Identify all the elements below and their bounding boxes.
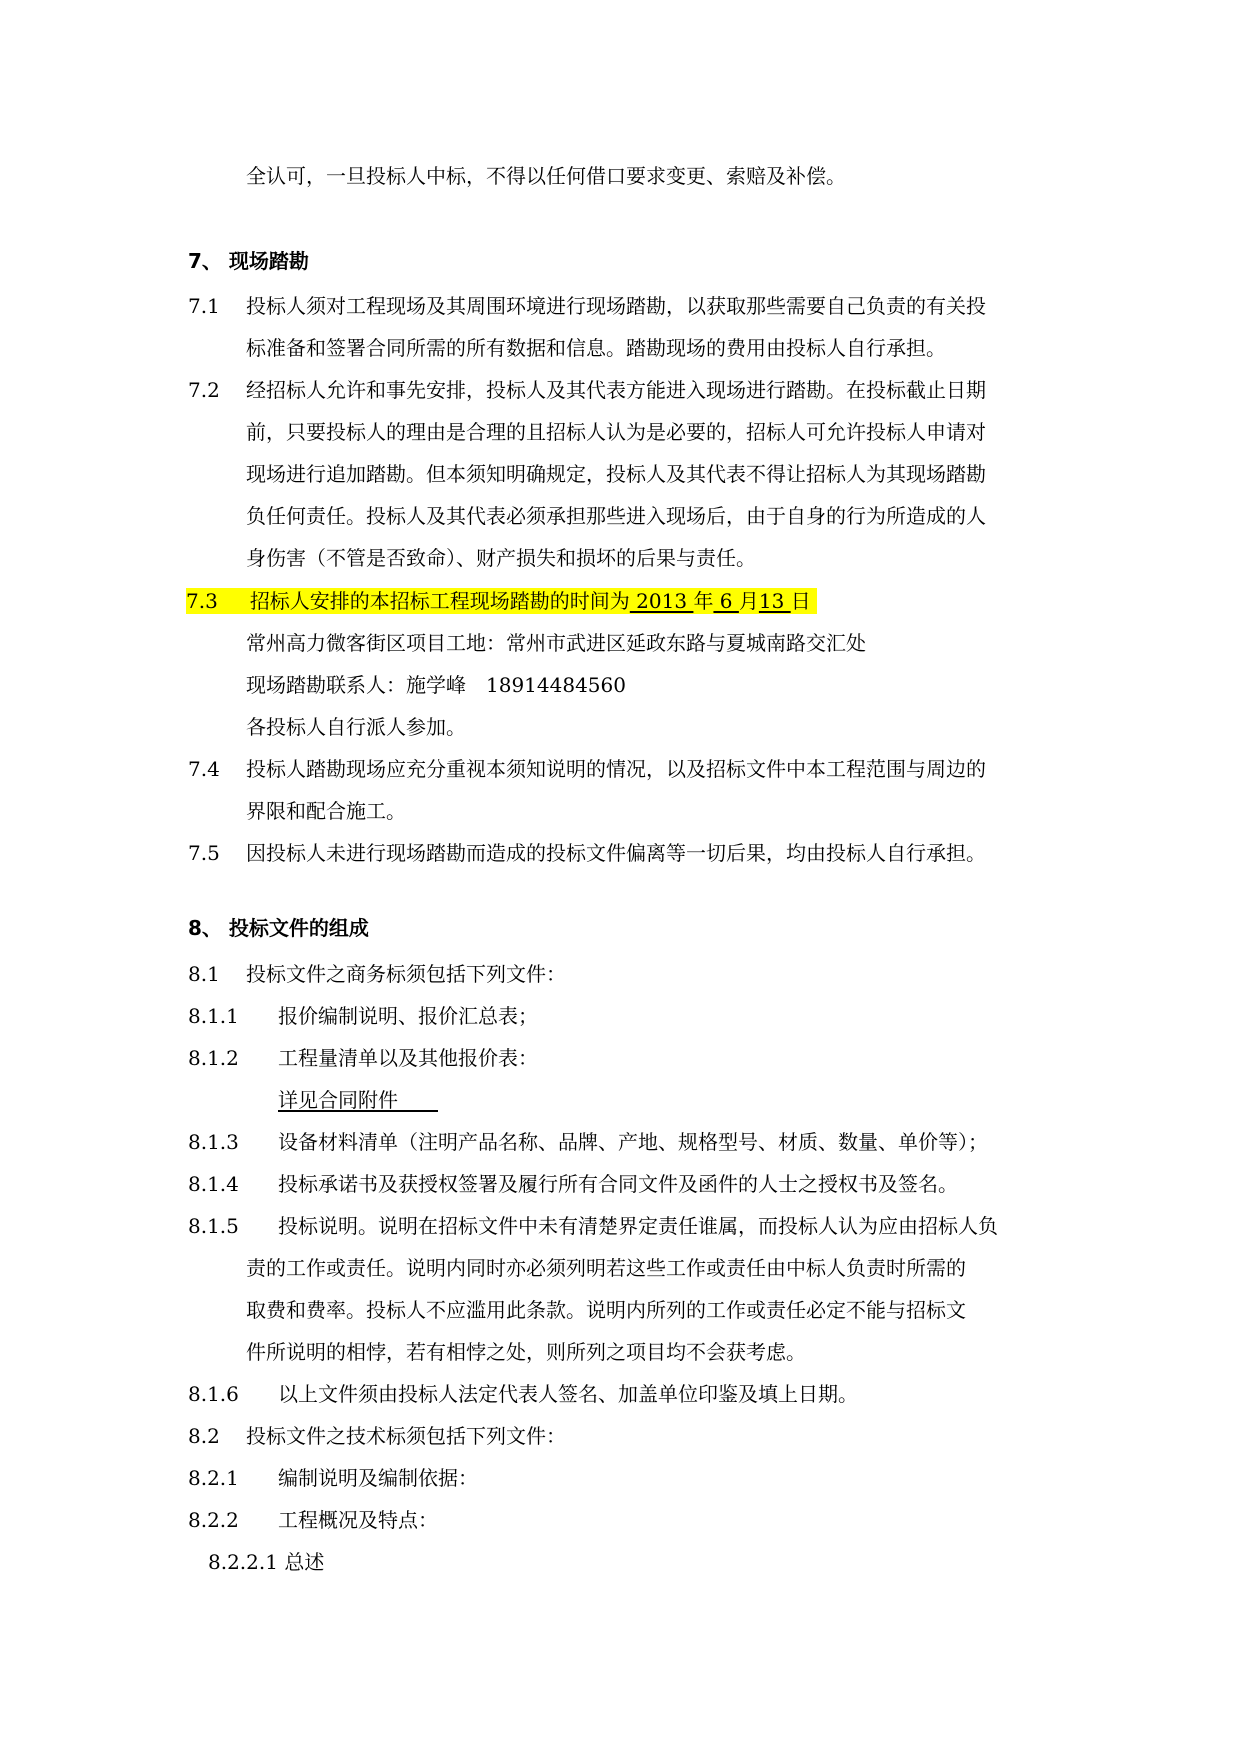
clause-8-1-5-line: 件所说明的相悖，若有相悖之处，则所列之项目均不会获考虑。: [246, 1340, 806, 1364]
clause-number: 8.1.5: [188, 1214, 239, 1238]
clause-8-1-5-line: 取费和费率。投标人不应滥用此条款。说明内所列的工作或责任必定不能与招标文: [246, 1298, 966, 1322]
clause-7-1-line: 投标人须对工程现场及其周围环境进行现场踏勘，以获取那些需要自己负责的有关投: [246, 294, 986, 318]
clause-7-2-line: 身伤害（不管是否致命）、财产损失和损坏的后果与责任。: [246, 546, 756, 570]
clause-7-2-line: 现场进行追加踏勘。但本须知明确规定，投标人及其代表不得让招标人为其现场踏勘: [246, 462, 986, 486]
clause-8-1-2-text: 工程量清单以及其他报价表：: [278, 1046, 538, 1070]
site-contact: 现场踏勘联系人：施学峰 18914484560: [246, 673, 626, 697]
month-label: 月: [738, 589, 759, 613]
clause-8-2-text: 投标文件之技术标须包括下列文件：: [246, 1424, 566, 1448]
clause-number: 7.5: [188, 841, 220, 865]
clause-8-1-5-line: 责的工作或责任。说明内同时亦必须列明若这些工作或责任由中标人负责时所需的: [246, 1256, 966, 1280]
clause-8-1-1-text: 报价编制说明、报价汇总表；: [278, 1004, 538, 1028]
clause-8-2-2-1-text: 8.2.2.1 总述: [208, 1550, 325, 1574]
clause-8-1-3-text: 设备材料清单（注明产品名称、品牌、产地、规格型号、材质、数量、单价等）；: [278, 1130, 988, 1154]
clause-8-1-5-line: 投标说明。说明在招标文件中未有清楚界定责任谁属，而投标人认为应由招标人负: [278, 1214, 998, 1238]
clause-number: 7.4: [188, 757, 220, 781]
visit-month: 6: [713, 589, 739, 613]
section-7-heading: 7、 现场踏勘: [188, 249, 309, 273]
clause-7-5-line: 因投标人未进行现场踏勘而造成的投标文件偏离等一切后果，均由投标人自行承担。: [246, 841, 986, 865]
clause-7-1-line: 标准备和签署合同所需的所有数据和信息。踏勘现场的费用由投标人自行承担。: [246, 336, 946, 360]
visit-day: 13: [758, 589, 791, 613]
clause-7-2-line: 经招标人允许和事先安排，投标人及其代表方能进入现场进行踏勘。在投标截止日期: [246, 378, 986, 402]
clause-number: 8.2.1: [188, 1466, 239, 1490]
clause-7-2-line: 负任何责任。投标人及其代表必须承担那些进入现场后，由于自身的行为所造成的人: [246, 504, 986, 528]
clause-number: 8.1.1: [188, 1004, 239, 1028]
section-8-heading: 8、 投标文件的组成: [188, 916, 369, 940]
clause-8-1-4-text: 投标承诺书及获授权签署及履行所有合同文件及函件的人士之授权书及签名。: [278, 1172, 958, 1196]
site-address: 常州高力微客街区项目工地：常州市武进区延政东路与夏城南路交汇处: [246, 631, 866, 655]
clause-number: 8.1.2: [188, 1046, 239, 1070]
visit-year: 2013: [629, 589, 694, 613]
clause-number: 8.1.6: [188, 1382, 239, 1406]
intro-paragraph: 全认可，一旦投标人中标，不得以任何借口要求变更、索赔及补偿。: [246, 164, 846, 188]
site-attendance-note: 各投标人自行派人参加。: [246, 715, 466, 739]
clause-7-4-line: 投标人踏勘现场应充分重视本须知说明的情况，以及招标文件中本工程范围与周边的: [246, 757, 986, 781]
clause-7-3-text: 招标人安排的本招标工程现场踏勘的时间为: [249, 589, 630, 613]
clause-number: 7.3: [186, 589, 218, 613]
clause-8-1-text: 投标文件之商务标须包括下列文件：: [246, 962, 566, 986]
clause-7-2-line: 前，只要投标人的理由是合理的且招标人认为是必要的，招标人可允许投标人申请对: [246, 420, 986, 444]
contract-attachment-note: 详见合同附件: [278, 1088, 438, 1112]
clause-number: 7.1: [188, 294, 220, 318]
clause-7-3-highlight: [186, 588, 817, 614]
clause-number: 7.2: [188, 378, 220, 402]
clause-number: 8.1.4: [188, 1172, 239, 1196]
clause-8-1-6-text: 以上文件须由投标人法定代表人签名、加盖单位印鉴及填上日期。: [278, 1382, 858, 1406]
clause-number: 8.1.3: [188, 1130, 239, 1154]
day-label: 日: [790, 589, 811, 613]
clause-8-2-1-text: 编制说明及编制依据：: [278, 1466, 478, 1490]
clause-number: 8.2: [188, 1424, 220, 1448]
clause-8-2-2-text: 工程概况及特点：: [278, 1508, 438, 1532]
clause-7-4-line: 界限和配合施工。: [246, 799, 406, 823]
clause-number: 8.2.2: [188, 1508, 239, 1532]
clause-number: 8.1: [188, 962, 220, 986]
year-label: 年: [693, 589, 714, 613]
